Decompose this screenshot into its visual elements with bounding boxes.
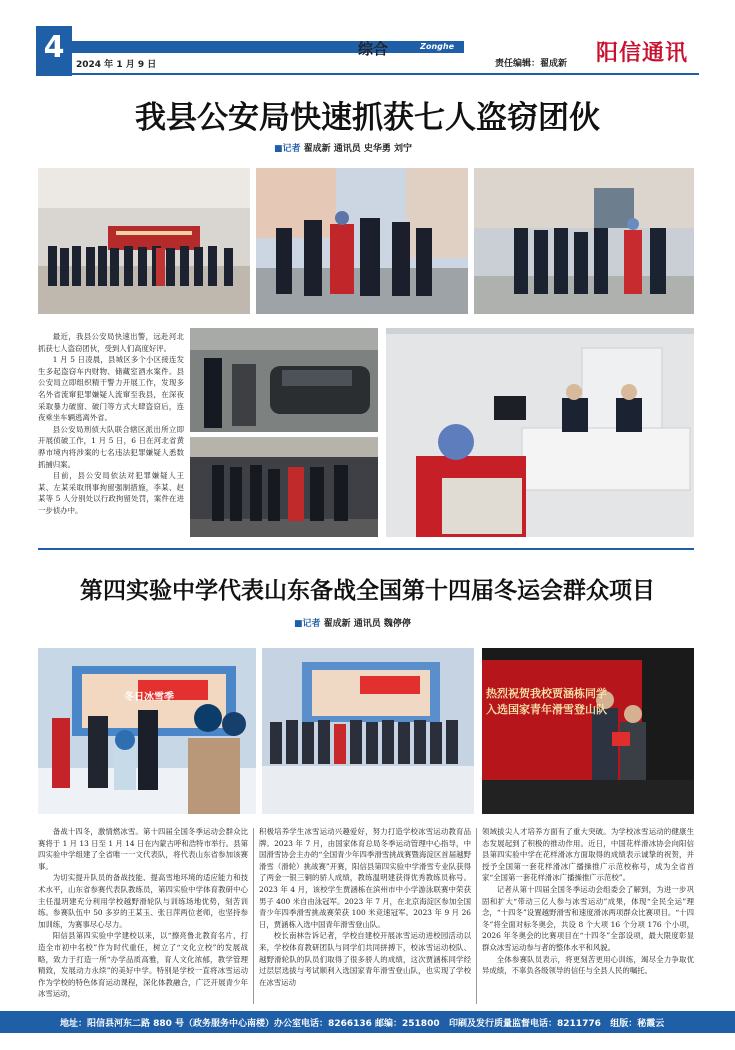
article2-paragraph: 记者从第十四届全国冬季运动会组委会了解到，为进一步巩固和扩大“带动三亿人参与冰雪运动”成果，体现“全民全运”理念，“十四冬”设置越野滑雪和速度滑冰两项群众比赛项目。“十四冬”将全面对标冬奥会，共设 8 个大项 16 个分项 176 个小项，2026 年冬奥会的比赛项目在“十四冬”全部设项，最大限度彰显群众冰雪运动参与者的整体水平和风貌。 xyxy=(482,884,694,952)
photo-night-arrest xyxy=(190,437,378,537)
byline-label: ■记者 xyxy=(294,619,321,629)
article1-byline xyxy=(274,141,412,154)
article2-paragraph: 备战十四冬，激情燃冰雪。第十四届全国冬季运动会群众比赛将于 1 月 13 日至 1 月 14 日在内蒙古呼和浩特市举行。县第四实验中学组建了全省唯一一文代表队，将代表山东省参加该赛事。 xyxy=(38,827,248,871)
award-banner-line2: 入选国家青年滑雪登山队 xyxy=(486,703,607,716)
header-rule xyxy=(36,73,699,75)
article1-paragraph: 县公安局刑侦大队联合辖区派出所立即开展侦破工作，1 月 5 日，6 日在河北省黄骅市境内将涉案的七名违法犯罪嫌疑人悉数抓捕归案。 xyxy=(38,424,184,469)
byline-label: ■记者 xyxy=(274,144,301,154)
article1-paragraph: 最近，我县公安局快速出警，远赴河北抓获七人盗窃团伙，受到人们高度好评。 xyxy=(38,332,184,353)
photo-ski-training xyxy=(38,648,256,814)
article2-paragraph: 全体参赛队员表示，将更刻苦更用心训练，竭尽全力争取优异成绩，不辜负各级领导的信任与全县人民的嘱托。 xyxy=(482,954,694,976)
newspaper-logo: 阳信通讯 xyxy=(596,40,689,66)
article1-headline: 我县公安局快速抓获七人盗窃团伙 xyxy=(135,100,600,136)
footer-address: 地址：阳信县河东二路 880 号（政务服务中心南楼）办公室电话：8266136 邮编：251800 xyxy=(60,1019,440,1029)
column-rule xyxy=(476,828,477,1004)
snow-sign-text: 冬日冰雪季 xyxy=(124,692,174,703)
issue-date: 2024 年 1 月 9 日 xyxy=(76,60,157,70)
footer-layout: 组版：秘霞云 xyxy=(610,1019,665,1029)
award-banner xyxy=(486,686,642,718)
footer-printer: 印刷及发行质量监督电话：8211776 xyxy=(449,1019,601,1029)
article1-paragraph: 目前，县公安局依法对犯罪嫌疑人王某、左某采取刑事拘留强制措施，李某、赵某等 5 人分别处以行政拘留处罚，案件在进一步侦办中。 xyxy=(38,471,184,515)
section-bar: Zonghe xyxy=(72,41,464,53)
photo-interrogation-room xyxy=(386,328,694,537)
article2-column-1 xyxy=(38,826,248,1000)
editor-credit: 责任编辑：翟成新 xyxy=(495,59,568,69)
article1-paragraph: 1 月 5 日凌晨，县城区多个小区接连发生多起盗窃车内财物、储藏室酒水案件。县公安局立即组织精干警力开展工作，发现多名外省流窜犯罪嫌疑人流窜至我县，在深夜采取暴力破窗、破门等方式大肆盗窃后，连夜乘坐车辆逃离外省。 xyxy=(38,355,184,423)
photo-parking-garage xyxy=(190,328,378,432)
article2-paragraph: 阳信县第四实验中学建校以来，以“擦亮鲁北教育名片，打造全市初中名校”作为时代重任，树立了“文化立校”的发展战略，致力于打造一所“办学品质高雅，育人文化浓郁，教学管理精致，发展动力永续”的美好中学。特别是学校一直将冰雪运动作为学校的特色体育运动课程，深化体教融合，广泛开展青少年冰雪运动， xyxy=(38,931,248,999)
photo-suspects-lineup xyxy=(474,168,694,314)
article2-headline: 第四实验中学代表山东备战全国第十四届冬运会群众项目 xyxy=(80,577,655,604)
byline-names: 翟成新 通讯员 史华勇 刘宁 xyxy=(303,144,413,154)
article2-byline xyxy=(294,616,411,629)
photo-award-ceremony xyxy=(482,648,694,814)
award-banner-line1: 热烈祝贺我校贾涵栋同学 xyxy=(486,687,607,700)
article2-column-3 xyxy=(482,826,694,977)
byline-names: 翟成新 通讯员 魏停停 xyxy=(323,619,411,629)
photo-team-group xyxy=(262,648,474,814)
page-number: 4 xyxy=(36,26,72,76)
article2-paragraph: 校长南林告诉记者，学校自建校开展冰雪运动进校园活动以来，学校体育教研团队与同学们共同拼搏下，校冰雪运动校队、越野滑轮队的队员们取得了很多骄人的成绩，这次贾涵栋同学经过层层选拔与考试顺利入选国家青年滑雪登山队，也实现了学校在冰雪运动 xyxy=(259,931,471,987)
footer-info xyxy=(60,1016,664,1029)
section-title: 综合 xyxy=(358,40,389,58)
article2-paragraph: 领域拔尖人才培养方面有了重大突破。为学校冰雪运动的健康生态发展起到了积极的推动作用。近日，中国花样滑冰协会向阳信县第四实验中学在花样滑冰方面取得的成绩表示诚挚的祝贺，并授予全国第一套花样滑冰广播操推广示范校称号，成为全省首家“全国第一套花样滑冰广播操推广示范校”。 xyxy=(482,827,694,883)
photo-arrest-escort xyxy=(256,168,468,314)
section-divider xyxy=(38,548,694,550)
article2-column-2 xyxy=(259,826,471,988)
photo-police-group xyxy=(38,168,250,314)
article1-body xyxy=(38,331,184,517)
article2-paragraph: 积极培养学生冰雪运动兴趣爱好，努力打造学校冰雪运动教育品牌。2023 年 7 月，由国家体育总局冬季运动管理中心指导，中国滑雪协会主办的“全国青少年四季滑雪挑战赛暨海淀区首届越野滑雪（滑轮）挑战赛”开赛，阳信县第四实验中学滑雪专业队获得了两金一银三铜的骄人成绩，教练温明建获得优秀教练员称号。2023 年 4 月，该校学生贾涵栋在滨州市中小学游泳联赛中荣获男子 400 米自由泳冠军。2023 年 7 月，在北京海淀区参加全国青少年四季滑雪挑战赛荣获 100 米竞速冠军。2023 年 9 月 26 日，贾涵栋入选中国青年滑雪登山队。 xyxy=(259,827,471,929)
column-rule xyxy=(253,828,254,1004)
article2-paragraph: 为切实提升队员的备战技能、提高雪地环境的适应能力和技术水平，山东省参赛代表队教练员，第四实验中学体育教研中心主任温玥建充分利用学校越野滑轮队与训练场地优势，刻苦训练。参赛队伍中 50 多岁的王某玉、张日萍两位老师，也坚持参加训练，为赛事尽心尽力。 xyxy=(38,873,248,929)
